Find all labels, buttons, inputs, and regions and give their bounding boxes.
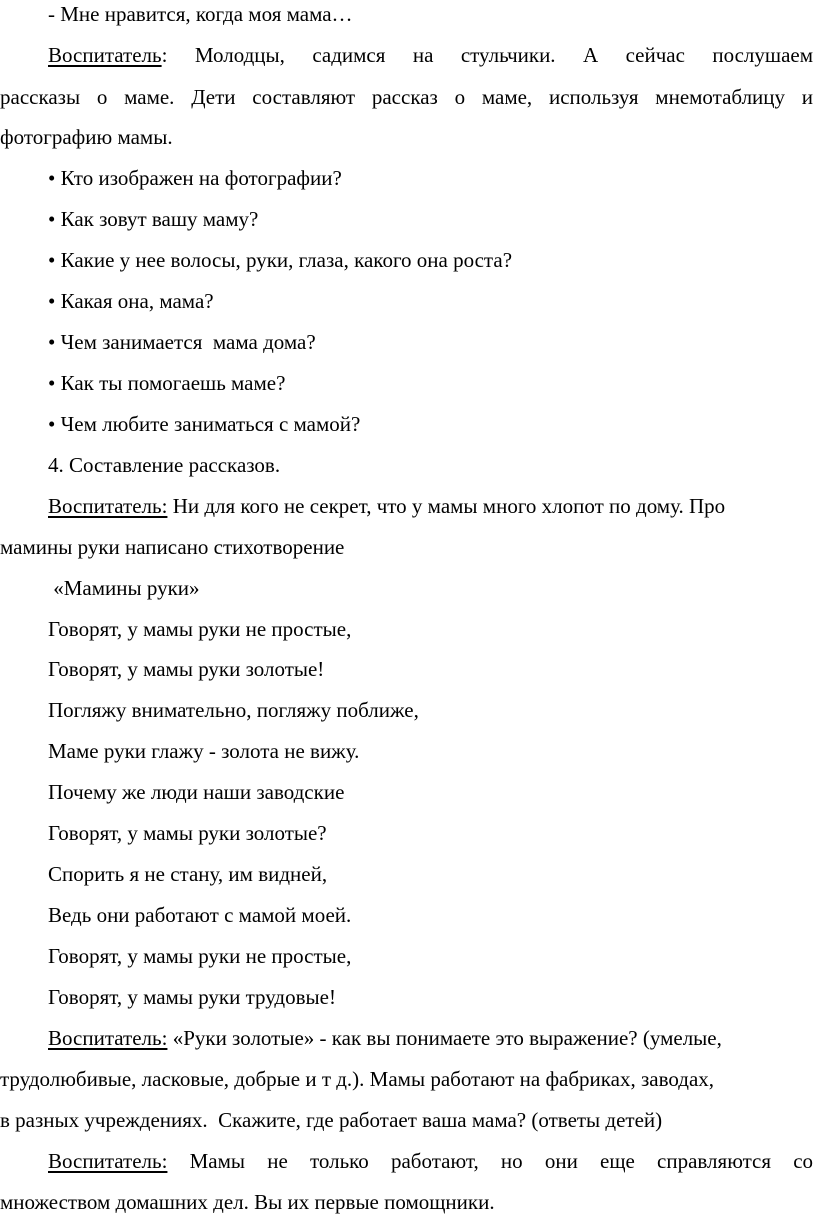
- list-item: • Как ты помогаешь маме?: [48, 371, 286, 395]
- paragraph-line: трудолюбивые, ласковые, добрые и т д.). Мамы работают на фабриках, заводах,: [0, 1067, 715, 1091]
- speaker-label: Воспитатель: [48, 43, 162, 67]
- paragraph-line: множеством домашних дел. Вы их первые помощники.: [0, 1190, 495, 1214]
- poem-line: Спорить я не стану, им видней,: [48, 862, 328, 886]
- poem-line: Говорят, у мамы руки золотые!: [48, 657, 325, 681]
- poem-title: «Мамины руки»: [48, 576, 200, 600]
- poem-line: Говорят, у мамы руки не простые,: [48, 617, 352, 641]
- speaker-label: Воспитатель:: [48, 1026, 168, 1050]
- list-item: • Как зовут вашу маму?: [48, 207, 259, 231]
- paragraph-line: в разных учреждениях. Скажите, где работает ваша мама? (ответы детей): [0, 1108, 663, 1132]
- list-item: • Какие у нее волосы, руки, глаза, какого она роста?: [48, 248, 513, 272]
- paragraph-line: мамины руки написано стихотворение: [0, 535, 345, 559]
- poem-line: Погляжу внимательно, погляжу поближе,: [48, 698, 419, 722]
- speaker-label: Воспитатель:: [48, 1149, 168, 1173]
- text-line: - Мне нравится, когда моя мама…: [48, 2, 353, 26]
- poem-line: Почему же люди наши заводские: [48, 780, 345, 804]
- list-item: • Чем занимается мама дома?: [48, 330, 316, 354]
- paragraph-line: Воспитатель: Молодцы, садимся на стульчики. А сейчас послушаем: [48, 43, 814, 67]
- paragraph-line: Воспитатель: «Руки золотые» - как вы понимаете это выражение? (умелые,: [48, 1026, 722, 1050]
- list-item: • Чем любите заниматься с мамой?: [48, 412, 361, 436]
- list-item: • Какая она, мама?: [48, 289, 214, 313]
- section-heading: 4. Составление рассказов.: [48, 453, 281, 477]
- poem-line: Ведь они работают с мамой моей.: [48, 903, 352, 927]
- paragraph-line: Воспитатель: Мамы не только работают, но они еще справляются со: [48, 1149, 814, 1173]
- poem-line: Говорят, у мамы руки трудовые!: [48, 985, 336, 1009]
- poem-line: Говорят, у мамы руки не простые,: [48, 944, 352, 968]
- speaker-label: Воспитатель:: [48, 494, 168, 518]
- paragraph-line: фотографию мамы.: [0, 125, 173, 149]
- poem-line: Маме руки глажу - золота не вижу.: [48, 739, 360, 763]
- paragraph-line: рассказы о маме. Дети составляют рассказ о маме, используя мнемотаблицу и: [0, 85, 814, 109]
- list-item: • Кто изображен на фотографии?: [48, 166, 342, 190]
- poem-line: Говорят, у мамы руки золотые?: [48, 821, 327, 845]
- paragraph-line: Воспитатель: Ни для кого не секрет, что у мамы много хлопот по дому. Про: [48, 494, 726, 518]
